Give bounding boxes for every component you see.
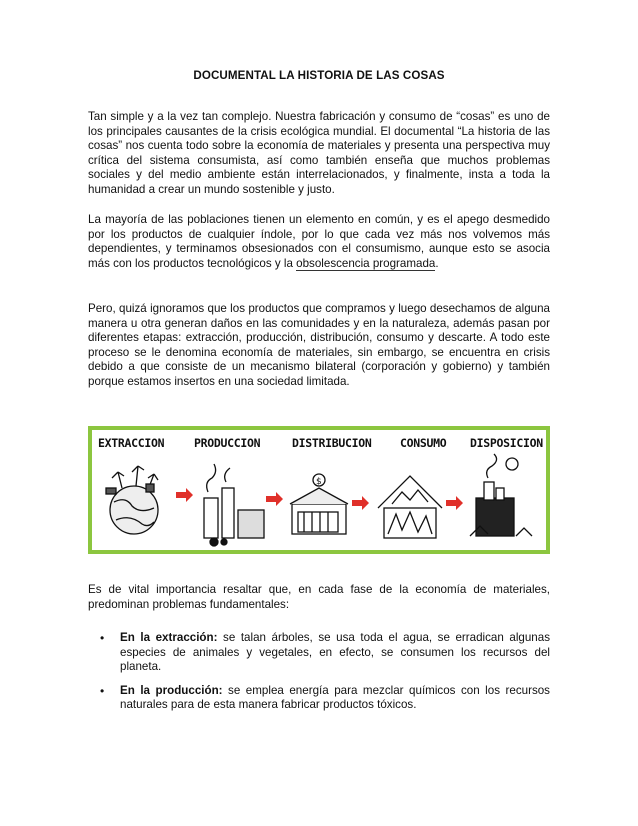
arrow-right-icon bbox=[266, 492, 283, 506]
problems-list bbox=[88, 631, 550, 722]
paragraph-problems-intro: Es de vital importancia resaltar que, en cada fase de la economía de materiales, predominan problemas fundamentales: bbox=[88, 583, 550, 611]
stage-label-disposicion: DISPOSICION bbox=[470, 436, 543, 450]
list-item-label: En la producción: bbox=[120, 683, 223, 697]
globe-trees-icon bbox=[106, 466, 158, 534]
paragraph-consumerism-text: La mayoría de las poblaciones tienen un elemento en común, y es el apego desmedido por los productos de cualquier índole, por lo que cada vez más nos volvemos más dependientes, y terminamos obsesionados con el consumismo, aunque esto se asocia más con los productos tecnológicos y la bbox=[88, 213, 550, 270]
incinerator-icon bbox=[470, 454, 532, 536]
obsolescence-link[interactable]: obsolescencia programada bbox=[296, 256, 436, 270]
materials-economy-diagram bbox=[88, 426, 550, 554]
paragraph-consumerism-end: . bbox=[435, 256, 439, 270]
list-item bbox=[88, 631, 550, 675]
arrow-right-icon bbox=[352, 496, 369, 510]
svg-text:$: $ bbox=[316, 477, 322, 487]
stage-label-distribucion: DISTRIBUCION bbox=[292, 436, 372, 450]
list-item-text bbox=[120, 631, 550, 675]
factory-icon bbox=[204, 464, 264, 546]
bullet-icon: • bbox=[100, 683, 105, 698]
stage-label-extraccion: EXTRACCION bbox=[98, 436, 165, 450]
diagram-illustrations bbox=[92, 430, 546, 550]
list-item-text bbox=[120, 684, 550, 713]
list-item-body: se talan árboles, se usa toda el agua, se erradican algunas especies de animales y vegetales, en efecto, se consumen los recursos del planeta. bbox=[120, 631, 550, 674]
stage-label-produccion: PRODUCCION bbox=[194, 436, 261, 450]
list-item-body: se emplea energía para mezclar químicos con los recursos naturales para de esta manera fabricar productos tóxicos. bbox=[120, 683, 550, 712]
bullet-icon: • bbox=[100, 631, 105, 645]
list-item-label: En la extracción: bbox=[120, 631, 218, 644]
store-icon bbox=[290, 474, 348, 534]
arrow-right-icon bbox=[446, 496, 463, 510]
paragraph-materials-economy: Pero, quizá ignoramos que los productos que compramos y luego desechamos de alguna manera u otra generan daños en las comunidades y en la naturaleza, además pasan por diferentes etapas: extracción, producción, distribución, consumo y descarte. A todo este proceso se le denomina economía de materiales, sin embargo, se encuentra en crisis debido a que consiste de un mecanismo bilateral (corporación y gobierno) y también porque estamos insertos en una sociedad limitada. bbox=[88, 302, 550, 388]
paragraph-intro: Tan simple y a la vez tan complejo. Nuestra fabricación y consumo de “cosas” es uno de los principales causantes de la crisis ecológica mundial. El documental “La historia de las cosas” nos cuenta todo sobre la economía de materiales y presenta una perspectiva muy crítica del sistema consumista, así como también enseña que muchos problemas sociales y del medio ambiente están interrelacionados, y finalmente, insta a toda la humanidad a crear un mundo sostenible y justo. bbox=[88, 110, 550, 196]
document-title: DOCUMENTAL LA HISTORIA DE LAS COSAS bbox=[193, 69, 445, 82]
list-item bbox=[88, 684, 550, 713]
house-icon bbox=[378, 476, 442, 538]
stage-label-consumo: CONSUMO bbox=[400, 436, 447, 450]
paragraph-consumerism bbox=[88, 213, 550, 271]
arrow-right-icon bbox=[176, 488, 193, 502]
